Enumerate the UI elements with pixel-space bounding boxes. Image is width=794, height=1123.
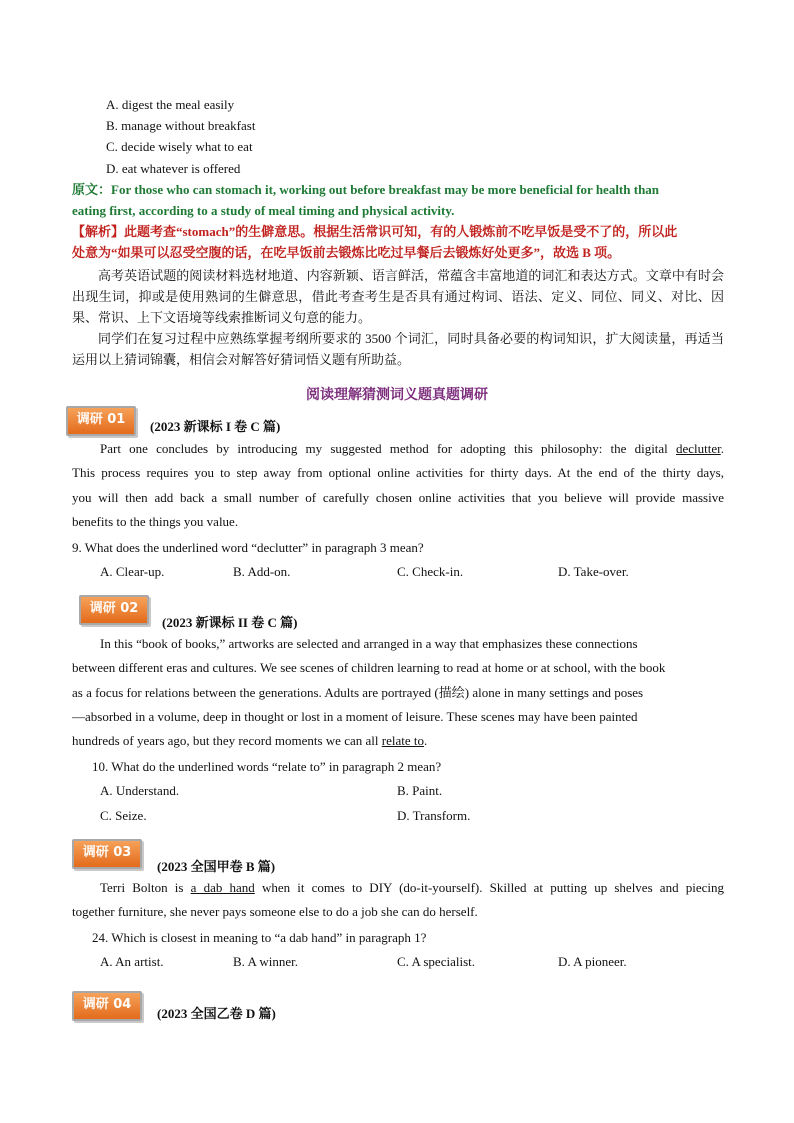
passage-line: as a focus for relations between the generations. Adults are portrayed (描绘) alone in many settings and poses <box>72 684 644 700</box>
item-2-option-b: B. Paint. <box>397 783 443 798</box>
item-1-option-c: C. Check-in. <box>397 564 464 579</box>
passage-line: together furniture, she never pays someone else to do a job she can do herself. <box>72 904 478 920</box>
original-label: 原文： <box>72 182 112 197</box>
item-1-option-b: B. Add-on. <box>233 564 291 579</box>
section-title: 阅读理解猜测词义题真题调研 <box>306 388 488 403</box>
item-2-option-c: C. Seize. <box>100 808 147 823</box>
item-2-option-d: D. Transform. <box>397 808 471 823</box>
item-3-option-c: C. A specialist. <box>397 954 475 969</box>
item-3-passage <box>72 876 724 925</box>
item-1-source: (2023 新课标 I 卷 C 篇) <box>150 419 281 434</box>
original-text-1: For those who can stomach it, working out before breakfast may be more beneficial for health than <box>111 182 660 197</box>
intro-option-a: A. digest the meal easily <box>106 97 235 112</box>
passage-line: between different eras and cultures. We see scenes of children learning to read at home or at school, with the book <box>72 660 666 676</box>
research-badge-02: 调研 02 <box>79 595 149 625</box>
item-2-passage <box>72 632 712 753</box>
intro-option-b: B. manage without breakfast <box>106 118 256 133</box>
passage-line: hundreds of years ago, but they record moments we can all relate to. <box>72 733 428 749</box>
item-4-source: (2023 全国乙卷 D 篇) <box>157 1006 276 1021</box>
item-1-option-a: A. Clear-up. <box>100 564 165 579</box>
item-3-option-d: D. A pioneer. <box>558 954 627 969</box>
intro-paragraph-1: 高考英语试题的阅读材料选材地道、内容新颖、语言鲜活，常蕴含丰富地道的词汇和表达方式。文章中有时会出现生词，抑或是使用熟词的生僻意思，借此考查考生是否具有通过构词、语法、定义、同位、同义、对比、因果、常识、上下文语境等线索推断词义句意的能力。 <box>72 268 724 325</box>
intro-option-d: D. eat whatever is offered <box>106 161 241 176</box>
original-line-2: eating first, according to a study of meal timing and physical activity. <box>72 203 455 218</box>
item-3-option-b: B. A winner. <box>233 954 299 969</box>
item-2-option-a: A. Understand. <box>100 783 180 798</box>
underlined-phrase: relate to <box>381 733 424 749</box>
item-1-passage <box>72 437 724 534</box>
item-2-question: 10. What do the underlined words “relate to” in paragraph 2 mean? <box>92 759 442 774</box>
original-line-1 <box>72 182 659 198</box>
intro-option-c: C. decide wisely what to eat <box>106 139 253 154</box>
passage-line: Part one concludes by introducing my suggested method for adopting this philosophy: the digital declutter. <box>100 441 724 456</box>
research-badge-04: 调研 04 <box>72 991 142 1021</box>
analysis-line-1: 【解析】此题考查“stomach”的生僻意思。根据生活常识可知，有的人锻炼前不吃早饭是受不了的，所以此 <box>72 224 678 239</box>
item-2-source: (2023 新课标 II 卷 C 篇) <box>162 615 298 630</box>
item-1-question: 9. What does the underlined word “declutter” in paragraph 3 mean? <box>72 540 424 555</box>
passage-line: you will then add back a small number of carefully chosen online activities that you believe will provide massive <box>72 489 724 505</box>
research-badge-01: 调研 01 <box>66 406 136 436</box>
underlined-word: declutter <box>675 441 721 456</box>
item-3-source: (2023 全国甲卷 B 篇) <box>157 859 276 874</box>
analysis-line-2: 处意为“如果可以忍受空腹的话，在吃早饭前去锻炼比吃过早餐后去锻炼好处更多”，故选 B 项。 <box>72 245 621 260</box>
intro-paragraph-2: 同学们在复习过程中应熟练掌握考纲所要求的 3500 个词汇，同时具备必要的构词知识，扩大阅读量，再适当运用以上猜词锦囊，相信会对解答好猜词悟义题有所助益。 <box>72 331 724 367</box>
passage-line: benefits to the things you value. <box>72 513 239 529</box>
research-badge-03: 调研 03 <box>72 839 142 869</box>
item-3-option-a: A. An artist. <box>100 954 164 969</box>
underlined-phrase: a dab hand <box>190 880 255 895</box>
passage-line: —absorbed in a volume, deep in thought or lost in a moment of leisure. These scenes may have been painted <box>72 708 638 724</box>
passage-line: This process requires you to step away from optional online activities for thirty days. At the end of the thirty days, <box>72 465 724 481</box>
item-1-option-d: D. Take-over. <box>558 564 629 579</box>
item-3-question: 24. Which is closest in meaning to “a dab hand” in paragraph 1? <box>92 930 427 945</box>
passage-line: In this “book of books,” artworks are selected and arranged in a way that emphasizes these connections <box>100 636 638 651</box>
passage-line: Terri Bolton is a dab hand when it comes to DIY (do-it-yourself). Skilled at putting up shelves and piecing <box>100 880 724 895</box>
